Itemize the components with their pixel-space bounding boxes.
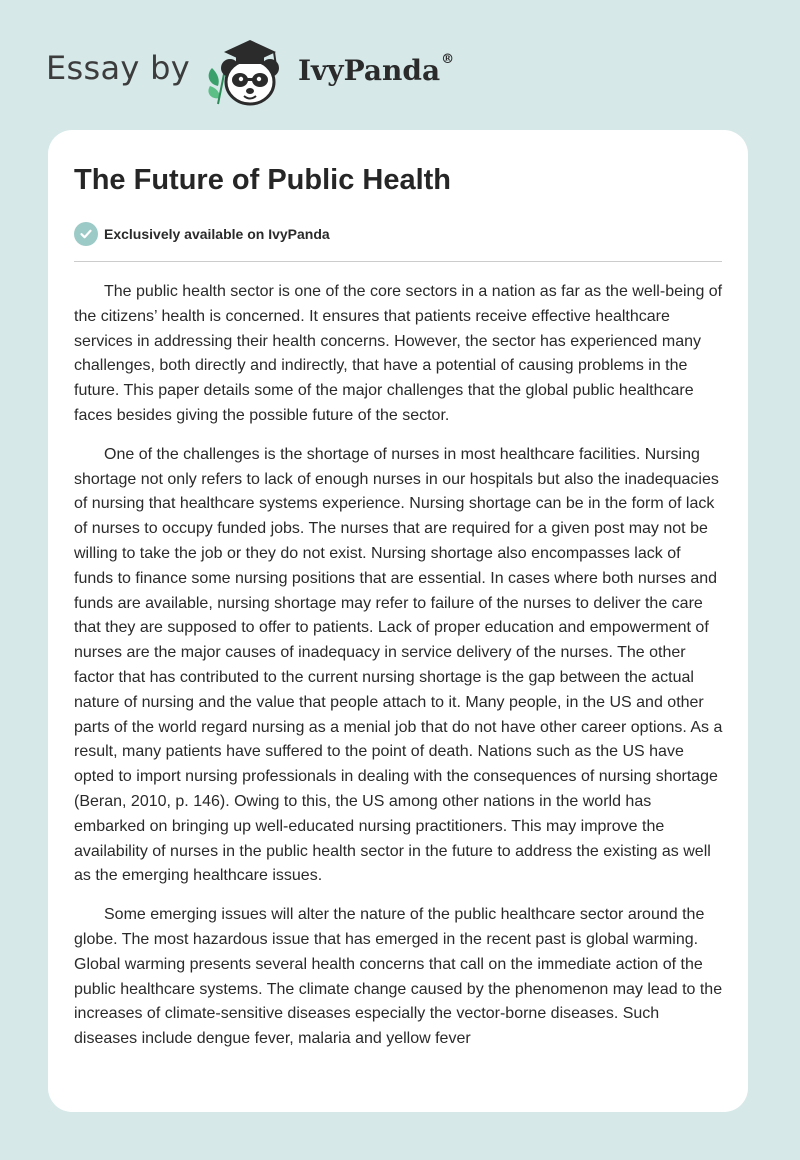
paragraph: One of the challenges is the shortage of nurses in most healthcare facilities. Nursing shortage not only refers to lack of enough nurses in our hospitals but also the inadequacies of nursing that healthcare systems experience. Nursing shortage can be in the form of lack of nurses to occupy funded jobs. The nurses that are required for a given post may not be willing to take the job or they do not exist. Nursing shortage also encompasses lack of funds to finance some nursing positions that are essential. In cases where both nurses and funds are available, nursing shortage may refer to failure of the nurses to deliver the care that they are supposed to offer to patients. Lack of proper education and empowerment of nurses are the major causes of inadequacy in service delivery of the nurses. The other factor that has contributed to the current nursing shortage is the gap between the actual nature of nursing and the value that people attach to it. Many people, in the US and other parts of the world regard nursing as a menial job that do not have other career options. As a result, many patients have suffered to the point of death. Nations such as the US have opted to import nursing professionals in dealing with the consequences of nursing shortage (Beran, 2010, p. 146). Owing to this, the US among other nations in the world has embarked on bringing up well-educated nursing practitioners. This may improve the availability of nurses in the public health sector in the future to address the existing as well as the emerging healthcare issues. [74,445,723,885]
divider [74,261,722,262]
exclusive-label: Exclusively available on IvyPanda [104,226,330,242]
essay-card [48,130,748,1112]
exclusive-badge [74,222,330,246]
panda-logo-icon [204,34,292,110]
paragraph: The public health sector is one of the core sectors in a nation as far as the well-being of the citizens’ health is concerned. It ensures that patients receive effective healthcare services in addressing their health concerns. However, the sector has experienced many challenges, both directly and indirectly, that have a potential of causing problems in the future. This paper details some of the major challenges that the global public healthcare faces besides giving the possible future of the sector. [74,283,723,424]
brand-prefix: Essay by [46,49,190,87]
paragraph: Some emerging issues will alter the nature of the public healthcare sector around the globe. The most hazardous issue that has emerged in the recent past is global warming. Global warming presents several health concerns that call on the immediate action of the public healthcare systems. The climate change caused by the phenomenon may lead to the increases of climate-sensitive diseases especially the vector-borne diseases. Such diseases include dengue fever, malaria and yellow fever [74,906,723,1048]
essay-title: The Future of Public Health [74,164,452,196]
brand-name: IvyPanda® [297,51,455,87]
registered-mark: ® [441,51,455,67]
essay-body [74,280,724,1066]
brand-header [46,34,454,110]
check-icon [74,222,98,246]
